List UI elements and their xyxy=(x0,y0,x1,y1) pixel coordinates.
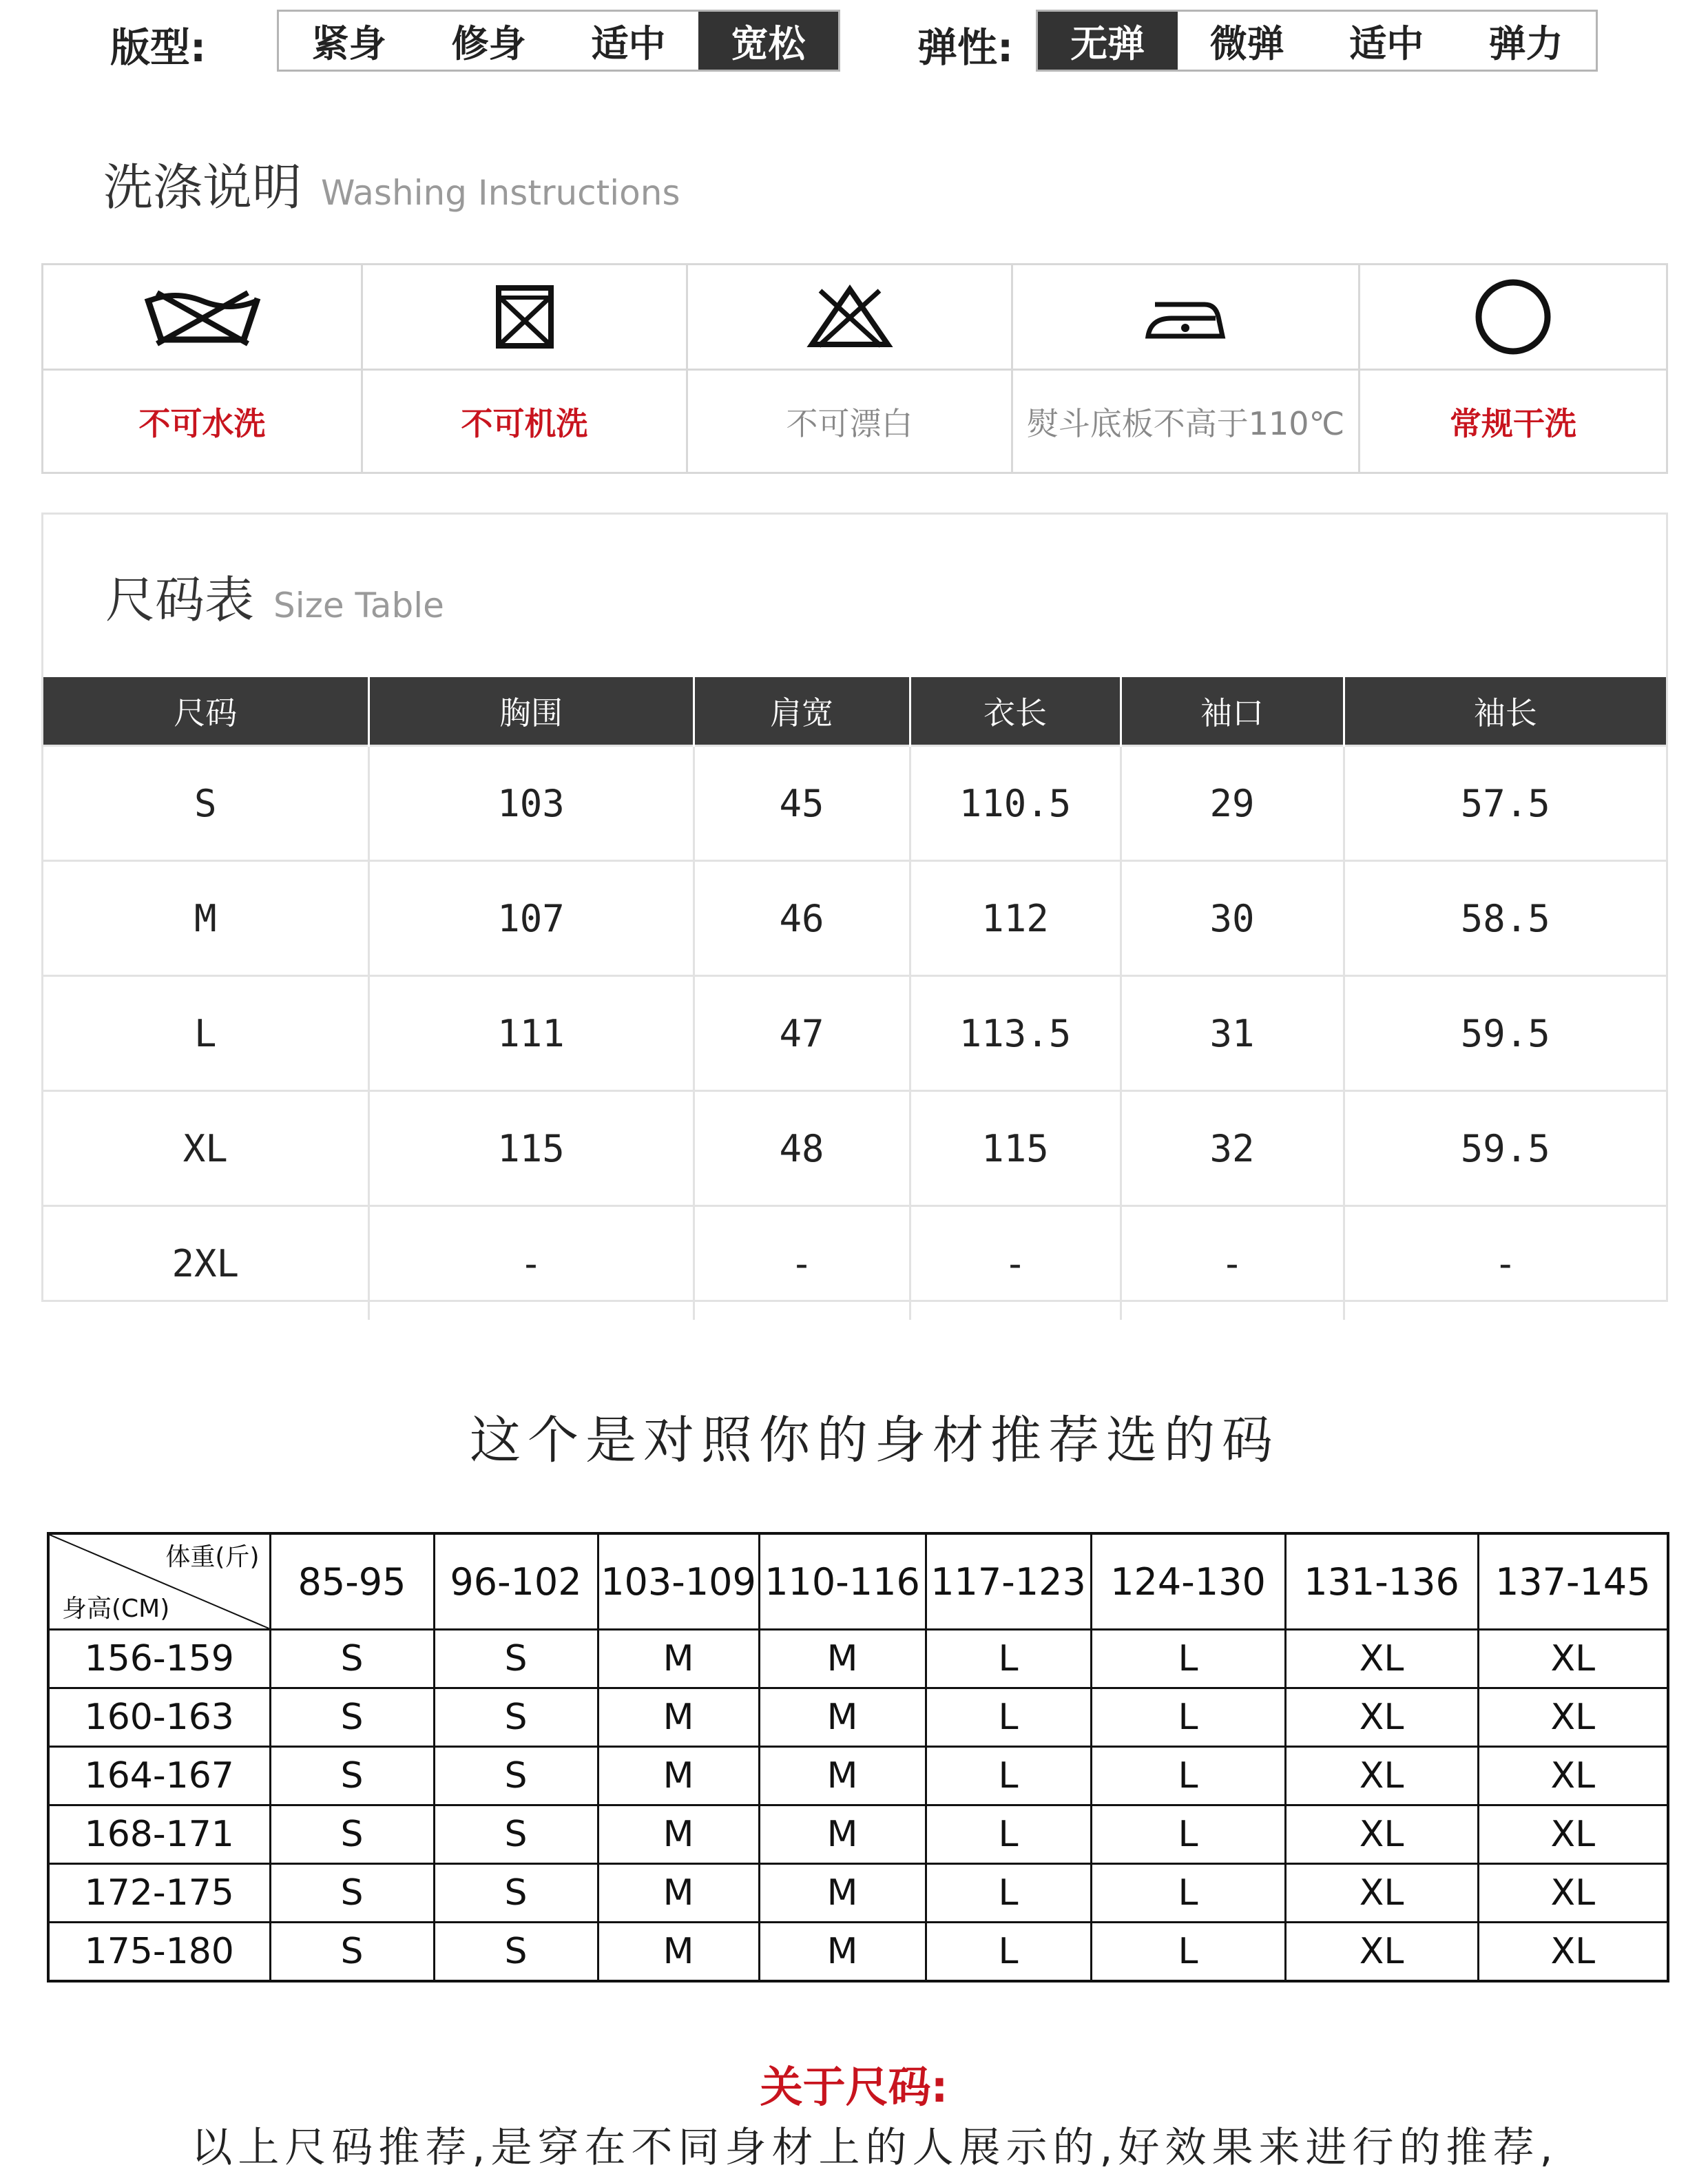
size-table-heading xyxy=(105,560,444,632)
size-cell: S xyxy=(434,1688,598,1747)
washing-table xyxy=(41,263,1668,474)
fit-options xyxy=(277,10,840,72)
table-row xyxy=(48,1923,1668,1982)
height-range-cell: 156-159 xyxy=(48,1630,270,1688)
size-cell: L xyxy=(926,1805,1091,1864)
height-axis-label: 身高(CM) xyxy=(62,1595,170,1623)
size-cell: XL xyxy=(1285,1864,1478,1923)
recommendation-header-row xyxy=(48,1533,1668,1630)
size-cell: S xyxy=(270,1688,434,1747)
size-cell: M xyxy=(759,1923,926,1982)
size-cell: S xyxy=(270,1805,434,1864)
recommendation-table xyxy=(47,1532,1669,1983)
size-cell: M xyxy=(759,1688,926,1747)
table-cell: 48 xyxy=(694,1091,910,1206)
washing-title-en: Washing Instructions xyxy=(321,173,680,213)
no-bleach-icon xyxy=(688,265,1011,371)
recommendation-title: 这个是对照你的身材推荐选的码 xyxy=(470,1411,1280,1470)
table-cell: 112 xyxy=(910,861,1121,976)
weight-axis-label: 体重(斤) xyxy=(165,1543,260,1571)
size-cell: L xyxy=(926,1864,1091,1923)
size-cell: L xyxy=(1091,1805,1285,1864)
size-cell: XL xyxy=(1478,1747,1668,1805)
size-cell: 2XL xyxy=(43,1206,368,1321)
column-header: 袖口 xyxy=(1121,677,1344,746)
size-cell: M xyxy=(598,1688,759,1747)
weight-range-header: 85-95 xyxy=(270,1533,434,1630)
table-cell: 110.5 xyxy=(910,746,1121,861)
table-cell: 115 xyxy=(910,1091,1121,1206)
table-cell: 115 xyxy=(368,1091,694,1206)
size-cell: S xyxy=(270,1630,434,1688)
height-range-cell: 175-180 xyxy=(48,1923,270,1982)
size-cell: XL xyxy=(1285,1630,1478,1688)
table-cell: - xyxy=(368,1206,694,1321)
table-row xyxy=(43,1206,1666,1321)
column-header: 尺码 xyxy=(43,677,368,746)
size-cell: M xyxy=(759,1864,926,1923)
fit-option[interactable]: 紧身 xyxy=(311,21,386,65)
size-cell: M xyxy=(598,1923,759,1982)
size-cell: XL xyxy=(1478,1805,1668,1864)
size-cell: M xyxy=(598,1805,759,1864)
size-cell: L xyxy=(43,976,368,1091)
table-cell: 57.5 xyxy=(1344,746,1666,861)
size-cell: XL xyxy=(1285,1923,1478,1982)
size-cell: L xyxy=(926,1688,1091,1747)
table-cell: 58.5 xyxy=(1344,861,1666,976)
table-cell: 59.5 xyxy=(1344,976,1666,1091)
size-cell: XL xyxy=(1478,1864,1668,1923)
height-range-cell: 160-163 xyxy=(48,1688,270,1747)
table-cell: 47 xyxy=(694,976,910,1091)
size-cell: M xyxy=(598,1747,759,1805)
elasticity-options xyxy=(1036,10,1598,72)
size-cell: XL xyxy=(1478,1630,1668,1688)
dry-clean-icon xyxy=(1360,265,1666,371)
elasticity-option[interactable]: 适中 xyxy=(1349,21,1424,65)
size-cell: S xyxy=(434,1864,598,1923)
corner-cell xyxy=(48,1533,270,1630)
washing-heading xyxy=(103,147,680,219)
size-cell: XL xyxy=(1478,1688,1668,1747)
wash-label: 不可机洗 xyxy=(461,404,588,442)
wash-label: 熨斗底板不高于110℃ xyxy=(1026,404,1345,442)
weight-range-header: 131-136 xyxy=(1285,1533,1478,1630)
fit-label: 版型: xyxy=(110,24,207,71)
size-cell: M xyxy=(759,1747,926,1805)
size-cell: L xyxy=(1091,1630,1285,1688)
height-range-cell: 168-171 xyxy=(48,1805,270,1864)
weight-range-header: 103-109 xyxy=(598,1533,759,1630)
elasticity-option[interactable]: 弹力 xyxy=(1488,21,1563,65)
size-table-card xyxy=(41,513,1668,1302)
size-table-header-row xyxy=(43,677,1666,746)
table-cell: 59.5 xyxy=(1344,1091,1666,1206)
table-cell: 31 xyxy=(1121,976,1344,1091)
wash-label: 不可水洗 xyxy=(138,404,266,442)
table-row xyxy=(48,1630,1668,1688)
no-hand-wash-icon xyxy=(43,265,361,371)
size-cell: L xyxy=(1091,1688,1285,1747)
table-row xyxy=(48,1805,1668,1864)
size-cell: M xyxy=(598,1630,759,1688)
size-cell: M xyxy=(43,861,368,976)
column-header: 肩宽 xyxy=(694,677,910,746)
weight-range-header: 110-116 xyxy=(759,1533,926,1630)
size-cell: S xyxy=(270,1864,434,1923)
table-row xyxy=(48,1688,1668,1747)
table-row xyxy=(43,976,1666,1091)
table-row xyxy=(43,746,1666,861)
table-cell: 46 xyxy=(694,861,910,976)
iron-low-icon xyxy=(1013,265,1358,371)
table-cell: 45 xyxy=(694,746,910,861)
size-cell: L xyxy=(926,1923,1091,1982)
table-cell: 107 xyxy=(368,861,694,976)
size-cell: S xyxy=(270,1923,434,1982)
wash-cell xyxy=(1013,265,1360,472)
table-cell: - xyxy=(1121,1206,1344,1321)
elasticity-option-selected[interactable]: 无弹 xyxy=(1038,12,1178,70)
size-cell: L xyxy=(1091,1923,1285,1982)
wash-cell xyxy=(363,265,688,472)
wash-cell xyxy=(1360,265,1666,472)
size-cell: S xyxy=(434,1630,598,1688)
table-cell: - xyxy=(1344,1206,1666,1321)
size-cell: S xyxy=(270,1747,434,1805)
elasticity-option[interactable]: 微弹 xyxy=(1209,21,1284,65)
size-cell: XL xyxy=(1478,1923,1668,1982)
column-header: 袖长 xyxy=(1344,677,1666,746)
size-cell: L xyxy=(926,1747,1091,1805)
wash-cell xyxy=(688,265,1013,472)
size-cell: S xyxy=(434,1923,598,1982)
fit-option-selected[interactable]: 宽松 xyxy=(698,12,838,70)
weight-range-header: 124-130 xyxy=(1091,1533,1285,1630)
size-note: 以上尺码推荐,是穿在不同身材上的人展示的,好效果来进行的推荐, xyxy=(191,2124,1559,2172)
size-table-title-en: Size Table xyxy=(273,586,444,625)
table-cell: - xyxy=(910,1206,1121,1321)
size-cell: L xyxy=(1091,1747,1285,1805)
size-cell: M xyxy=(759,1805,926,1864)
size-cell: XL xyxy=(43,1091,368,1206)
size-cell: M xyxy=(759,1630,926,1688)
wash-label: 常规干洗 xyxy=(1450,404,1576,442)
fit-option[interactable]: 修身 xyxy=(451,21,526,65)
size-cell: M xyxy=(598,1864,759,1923)
column-header: 胸围 xyxy=(368,677,694,746)
size-cell: S xyxy=(43,746,368,861)
column-header: 衣长 xyxy=(910,677,1121,746)
fit-option[interactable]: 适中 xyxy=(591,21,666,65)
table-cell: 29 xyxy=(1121,746,1344,861)
size-table xyxy=(43,677,1666,1320)
size-cell: S xyxy=(434,1805,598,1864)
size-cell: S xyxy=(434,1747,598,1805)
weight-range-header: 137-145 xyxy=(1478,1533,1668,1630)
table-cell: 111 xyxy=(368,976,694,1091)
weight-range-header: 96-102 xyxy=(434,1533,598,1630)
table-row xyxy=(48,1747,1668,1805)
size-cell: XL xyxy=(1285,1805,1478,1864)
table-cell: 32 xyxy=(1121,1091,1344,1206)
no-machine-wash-icon xyxy=(363,265,686,371)
weight-range-header: 117-123 xyxy=(926,1533,1091,1630)
table-cell: 30 xyxy=(1121,861,1344,976)
size-cell: XL xyxy=(1285,1747,1478,1805)
elasticity-label: 弹性: xyxy=(917,24,1014,71)
wash-cell xyxy=(43,265,363,472)
table-cell: 103 xyxy=(368,746,694,861)
about-size-title: 关于尺码: xyxy=(760,2062,948,2112)
table-row xyxy=(43,1091,1666,1206)
size-cell: L xyxy=(1091,1864,1285,1923)
size-table-title-cn: 尺码表 xyxy=(105,571,255,629)
washing-title-cn: 洗涤说明 xyxy=(103,158,302,216)
wash-label: 不可漂白 xyxy=(786,404,913,442)
height-range-cell: 164-167 xyxy=(48,1747,270,1805)
table-cell: 113.5 xyxy=(910,976,1121,1091)
size-cell: L xyxy=(926,1630,1091,1688)
table-row xyxy=(48,1864,1668,1923)
size-cell: XL xyxy=(1285,1688,1478,1747)
table-row xyxy=(43,861,1666,976)
table-cell: - xyxy=(694,1206,910,1321)
height-range-cell: 172-175 xyxy=(48,1864,270,1923)
